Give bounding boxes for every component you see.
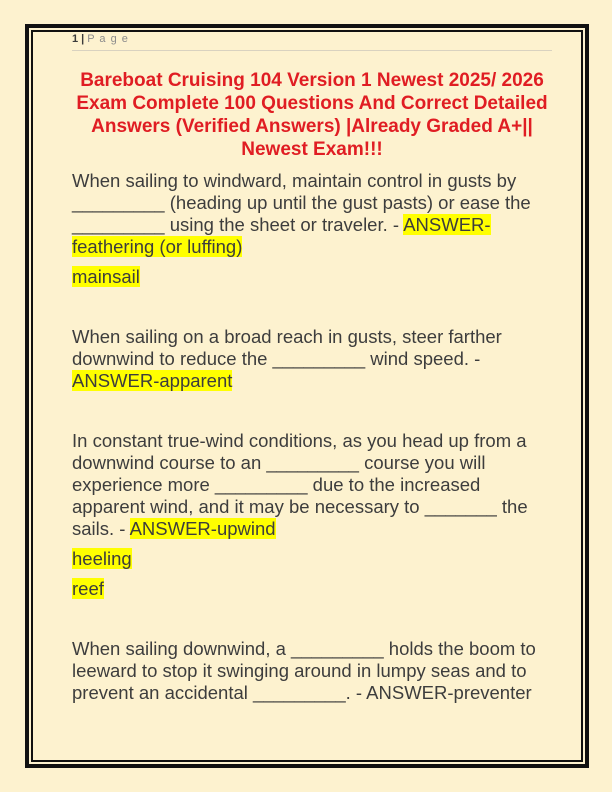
text-line bbox=[72, 452, 552, 474]
highlighted-answer: heeling bbox=[72, 548, 132, 569]
question-text: When sailing on a broad reach in gusts, steer farther bbox=[72, 326, 502, 347]
question-text: apparent wind, and it may be necessary to _______ the bbox=[72, 496, 528, 517]
question-text: _________ using the sheet or traveler. - bbox=[72, 214, 404, 235]
text-line bbox=[72, 236, 552, 258]
highlighted-answer: mainsail bbox=[72, 266, 140, 287]
title-line-2: Exam Complete 100 Questions And Correct Detailed bbox=[76, 93, 548, 114]
title-line-3: Answers (Verified Answers) |Already Graded A+|| bbox=[91, 116, 533, 137]
title-line-4: Newest Exam!!! bbox=[241, 139, 383, 160]
header-rule bbox=[72, 50, 552, 51]
page-label: P a g e bbox=[87, 33, 129, 45]
blank-line bbox=[72, 400, 552, 422]
text-line bbox=[72, 518, 552, 540]
title-line-1: Bareboat Cruising 104 Version 1 Newest 2025/ 2026 bbox=[80, 70, 544, 91]
page-number: 1 bbox=[72, 33, 79, 45]
text-line bbox=[72, 496, 552, 518]
question-blocks bbox=[72, 170, 552, 704]
text-line bbox=[72, 192, 552, 214]
question-text: leeward to stop it swinging around in lumpy seas and to bbox=[72, 660, 527, 681]
header-separator: | bbox=[81, 33, 85, 45]
question-text: In constant true-wind conditions, as you head up from a bbox=[72, 430, 527, 451]
page-content bbox=[72, 32, 552, 712]
question-text: When sailing downwind, a _________ holds the boom to bbox=[72, 638, 536, 659]
page-header bbox=[72, 32, 552, 47]
text-line bbox=[72, 474, 552, 496]
text-line bbox=[72, 682, 552, 704]
text-line bbox=[72, 348, 552, 370]
question-text: sails. - bbox=[72, 518, 130, 539]
question-paragraph bbox=[72, 266, 552, 288]
question-text: prevent an accidental _________. - ANSWER-preventer bbox=[72, 682, 532, 703]
text-line bbox=[72, 370, 552, 392]
highlighted-answer: feathering (or luffing) bbox=[72, 236, 243, 257]
question-paragraph bbox=[72, 326, 552, 392]
text-line bbox=[72, 326, 552, 348]
question-paragraph bbox=[72, 548, 552, 570]
question-paragraph bbox=[72, 578, 552, 600]
blank-line bbox=[72, 296, 552, 318]
highlighted-answer: reef bbox=[72, 578, 104, 599]
highlighted-answer: ANSWER-upwind bbox=[129, 518, 276, 539]
question-paragraph bbox=[72, 638, 552, 704]
question-text: downwind to reduce the _________ wind speed. - bbox=[72, 348, 481, 369]
question-paragraph bbox=[72, 430, 552, 540]
text-line bbox=[72, 660, 552, 682]
text-line bbox=[72, 266, 552, 288]
question-text: experience more _________ due to the increased bbox=[72, 474, 481, 495]
question-text: When sailing to windward, maintain control in gusts by bbox=[72, 170, 517, 191]
highlighted-answer: ANSWER-apparent bbox=[72, 370, 233, 391]
question-text: downwind course to an _________ course you will bbox=[72, 452, 486, 473]
text-line bbox=[72, 638, 552, 660]
blank-line bbox=[72, 608, 552, 630]
text-line bbox=[72, 548, 552, 570]
text-line bbox=[72, 430, 552, 452]
question-paragraph bbox=[72, 170, 552, 258]
text-line bbox=[72, 578, 552, 600]
highlighted-answer: ANSWER- bbox=[403, 214, 491, 235]
document-title bbox=[72, 69, 552, 161]
text-line bbox=[72, 170, 552, 192]
question-text: _________ (heading up until the gust pasts) or ease the bbox=[72, 192, 531, 213]
text-line bbox=[72, 214, 552, 236]
